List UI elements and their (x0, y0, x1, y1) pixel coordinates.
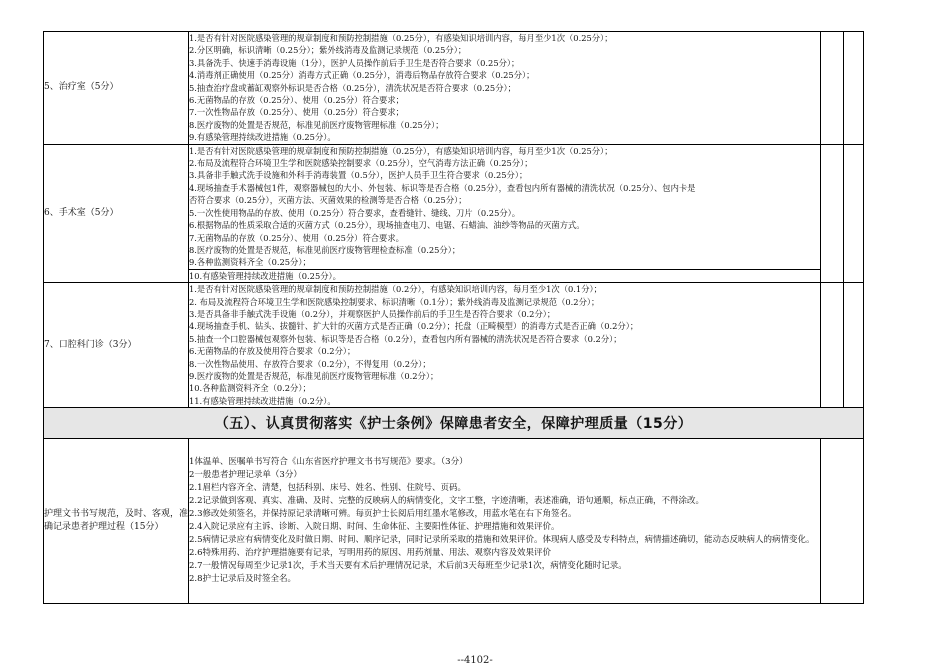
list-item: 6.无菌物品的存放及使用符合要求（0.2分）； (189, 346, 356, 357)
table-row-dental-clinic (44, 283, 864, 408)
list-item: 2.7一般情况每周至少记录1次，手术当天要有术后护理情况记录，术后前3天每班至少记录1次，病情变化随时记录。 (189, 561, 627, 572)
score-cell (821, 283, 844, 408)
category-cell: 7、口腔科门诊（3分） (44, 283, 189, 408)
list-item: 6.无菌物品的存放（0.25分）、使用（0.25分）符合要求； (189, 95, 404, 106)
items-cell (189, 439, 821, 604)
items-cell (189, 32, 821, 145)
list-item: 3.是否具备非手触式洗手设施（0.2分），并观察医护人员操作前后的手卫生是否符合要求（0.2分）； (189, 308, 556, 319)
category-cell: 6、手术室（5分） (44, 144, 189, 282)
list-item: 4.消毒剂正确使用（0.25分）消毒方式正确（0.25分），消毒后物品存放符合要求（0.25分）； (189, 70, 535, 81)
list-item: 9.各种监测资料齐全（0.25分）； (189, 256, 820, 269)
list-item: 1.是否有针对医院感染管理的规章制度和预防控制措施（0.25分），有感染知识培训内容，每月至少1次（0.25分）； (189, 145, 613, 156)
page-number: --4102- (457, 655, 493, 666)
list-item: 5.抽查一个口腔器械包观察外包装、标识等是否合格（0.2分），查看包内所有器械的清洗状况是否符合要求（0.2分）； (189, 333, 622, 344)
table-row-treatment-room (44, 32, 864, 145)
list-item: 2一般患者护理记录单（3分） (189, 470, 302, 481)
remark-cell (844, 144, 864, 282)
list-item: 2.布局及流程符合环境卫生学和医院感染控制要求（0.25分），空气消毒方法正确（0.25分）； (189, 158, 533, 169)
score-cell (821, 144, 844, 282)
category-cell: 5、治疗室（5分） (44, 32, 189, 145)
items-cell (189, 144, 821, 282)
list-item: 2.8护士记录后及时签全名。 (189, 574, 297, 585)
list-item: 6.根据物品的性质采取合适的灭菌方式（0.25分），现场抽查电刀、电锯、石蜡油、油纱等物品的灭菌方式。 (189, 220, 585, 231)
items-cell (189, 283, 821, 408)
list-item: 2.4入院记录应有主诉、诊断、入院日期、时间、生命体征、主要阳性体征、护理措施和效果评价。 (189, 522, 560, 533)
list-item: 2.5病情记录应有病情变化及时做日期、时间、顺序记录，同时记录所采取的措施和效果评价。体现病人感受及专科特点，病情描述确切，能动态反映病人的病情变化。 (189, 535, 815, 546)
remark-cell (844, 32, 864, 145)
category-cell: 护理文书书写规范，及时、客观，准确记录患者护理过程（15分） (44, 439, 189, 604)
list-item: 2.2记录做到客观、真实、准确、及时、完整的反映病人的病情变化，文字工整，字迹清晰，表述准确，语句通顺，标点正确，不得涂改。 (189, 496, 705, 507)
list-item: 11.有感染管理持续改进措施（0.2分）。 (189, 395, 336, 406)
list-item: 7.无菌物品的存放（0.25分）、使用（0.25分）符合要求。 (189, 232, 404, 243)
list-item: 10.有感染管理持续改进措施（0.25分）。 (189, 270, 341, 281)
list-item: 7.一次性物品存放（0.25分）、使用（0.25分）符合要求； (189, 107, 404, 118)
section-header-row (44, 408, 864, 439)
list-item: 8.一次性物品使用、存放符合要求（0.2分），不得复用（0.2分）； (189, 358, 431, 369)
table-row-operating-room (44, 144, 864, 282)
section-title: （五）、认真贯彻落实《护士条例》保障患者安全，保障护理质量（15分） (44, 408, 864, 439)
remark-cell (844, 283, 864, 408)
table-row-nursing-records (44, 439, 864, 604)
list-item: 8.医疗废物的处置是否规范，标准见前医疗废物管理检查标准（0.25分）； (189, 244, 461, 255)
list-item: 2.3修改处须签名，并保持原记录清晰可辨。每页护士长阅后用红墨水笔修改，用蓝水笔在右下角签名。 (189, 509, 577, 520)
list-item: 2.6特殊用药、治疗护理措施要有记录，写明用药的原因、用药剂量、用法、观察内容及效果评价 (189, 548, 552, 559)
list-item: 9.医疗废物的处置是否规范，标准见前医疗废物管理标准（0.2分）； (189, 370, 439, 381)
list-item: 2. 布局及流程符合环境卫生学和医院感染控制要求、标识清晰（0.1分）；紫外线消毒及监测记录规范（0.2分）； (189, 296, 600, 307)
list-item: 4.现场抽查手机、钻头、拔髓针、扩大针的灭菌方式是否正确（0.2分）；托盘（正畸模型）的消毒方式是否正确（0.2分）； (189, 321, 639, 332)
list-item: 10.各种监测资料齐全（0.2分）； (189, 383, 311, 394)
score-cell (821, 32, 844, 145)
list-item: 2.1眉栏内容齐全、清楚，包括科别、床号、姓名、性别、住院号、页码。 (189, 483, 467, 494)
list-item: 3.具备非手触式洗手设施和外科手消毒装置（0.5分），医护人员手卫生符合要求（0.25分）； (189, 170, 528, 181)
list-item: 3.具备洗手、快速手消毒设施（1分），医护人员操作前后手卫生是否符合要求（0.25分）； (189, 57, 520, 68)
list-item: 8.医疗废物的处置是否规范，标准见前医疗废物管理标准（0.25分）； (189, 119, 444, 130)
list-item: 否符合要求（0.25分），灭菌方法、灭菌效果的检测等是否合格（0.25分）； (189, 195, 467, 206)
list-item: 5.抽查治疗盘或蓄缸观察外标识是否合格（0.25分），清洗状况是否符合要求（0.25分）； (189, 82, 516, 93)
evaluation-table (43, 31, 864, 604)
list-item: 2.分区明确，标识清晰（0.25分）；紫外线消毒及监测记录规范（0.25分）； (189, 45, 467, 56)
score-cell (821, 439, 864, 604)
list-item: 5.一次性使用物品的存放、使用（0.25分）符合要求，查看缝针、缝线、刀片（0.25分）。 (189, 207, 521, 218)
list-item: 1体温单、医嘱单书写符合《山东省医疗护理文书书写规范》要求。（3分） (189, 457, 468, 468)
list-item: 1.是否有针对医院感染管理的规章制度和预防控制措施（0.2分），有感染知识培训内容，每月至少1次（0.1分）； (189, 284, 602, 295)
list-item: 4.现场抽查手术器械包1件，观察器械包的大小、外包装、标识等是否合格（0.25分），查看包内所有器械的清洗状况（0.25分）、包内卡是 (189, 182, 696, 193)
list-item: 1.是否有针对医院感染管理的规章制度和预防控制措施（0.25分），有感染知识培训内容，每月至少1次（0.25分）； (189, 33, 613, 43)
list-item: 9.有感染管理持续改进措施（0.25分）。 (189, 132, 336, 143)
